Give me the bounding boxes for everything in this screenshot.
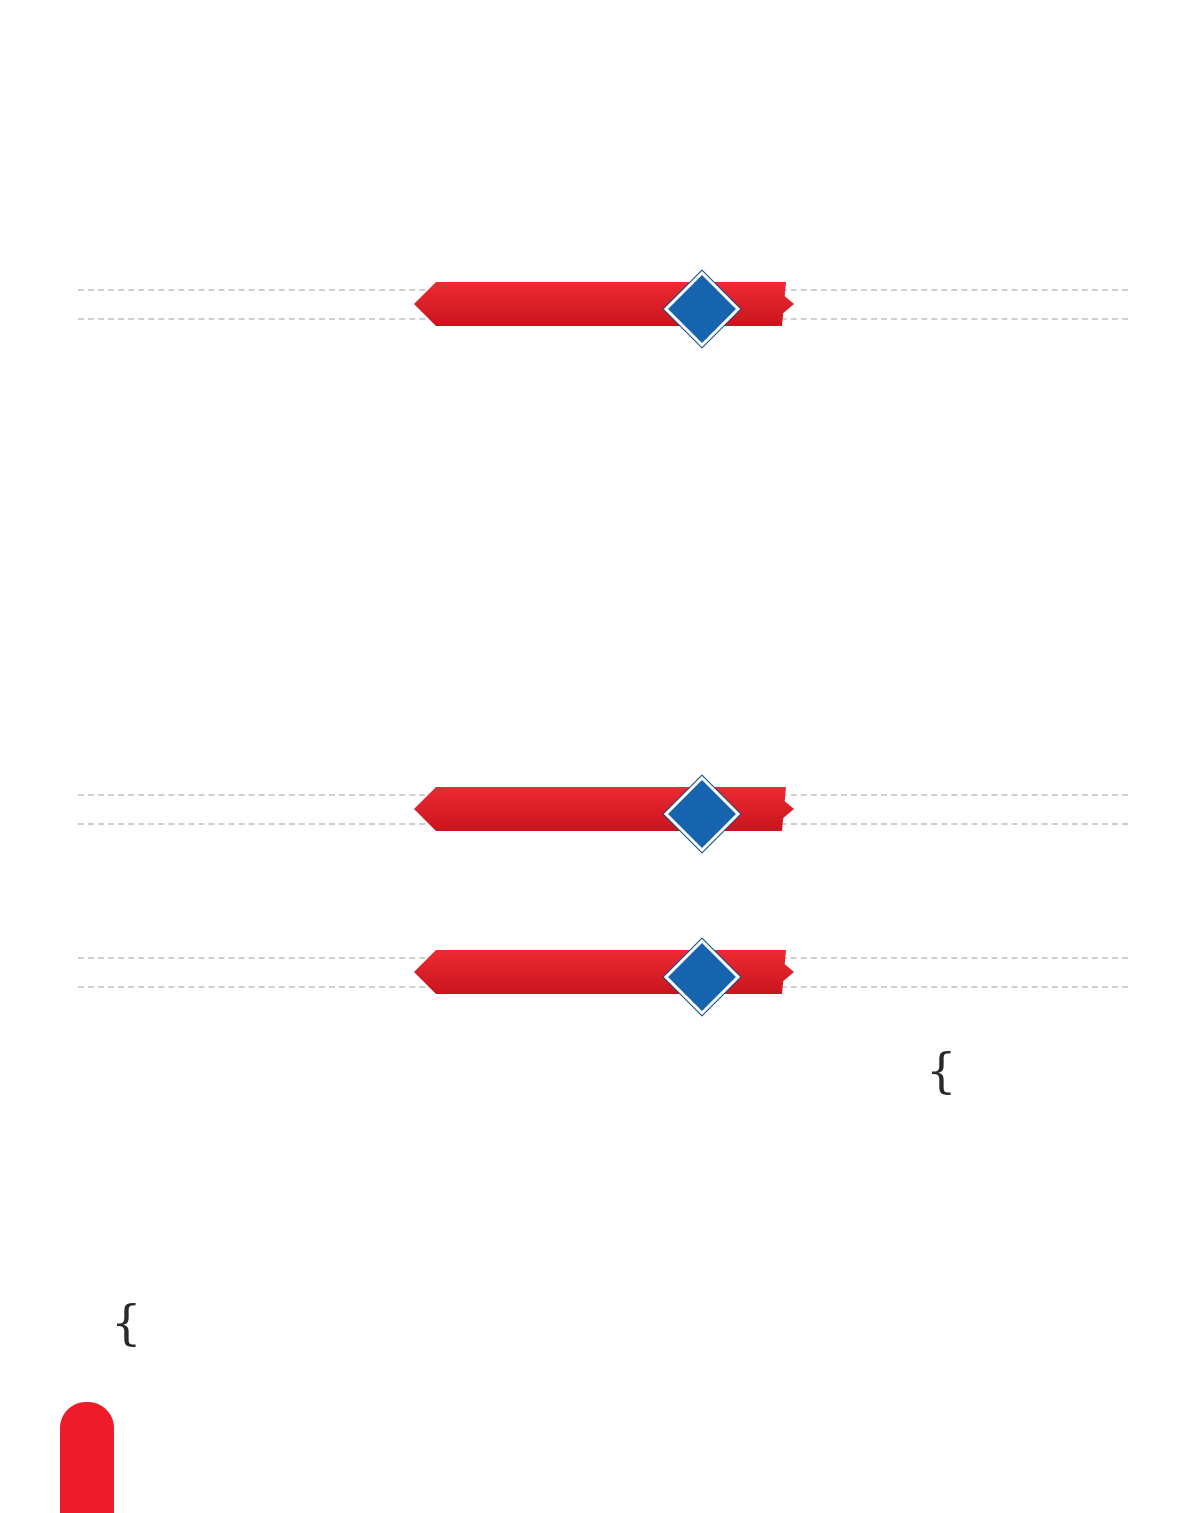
brace-icon: { xyxy=(926,1043,957,1099)
page-number-tab xyxy=(60,1402,114,1513)
brace-icon: { xyxy=(111,1295,142,1351)
exercise-5-banner xyxy=(78,944,1128,1004)
exercise-5-number xyxy=(675,944,729,1004)
exercise-3-banner xyxy=(78,276,1128,336)
exercise-4-banner xyxy=(78,781,1128,841)
exercise-4-number xyxy=(675,781,729,841)
exercise-3-number xyxy=(675,276,729,336)
